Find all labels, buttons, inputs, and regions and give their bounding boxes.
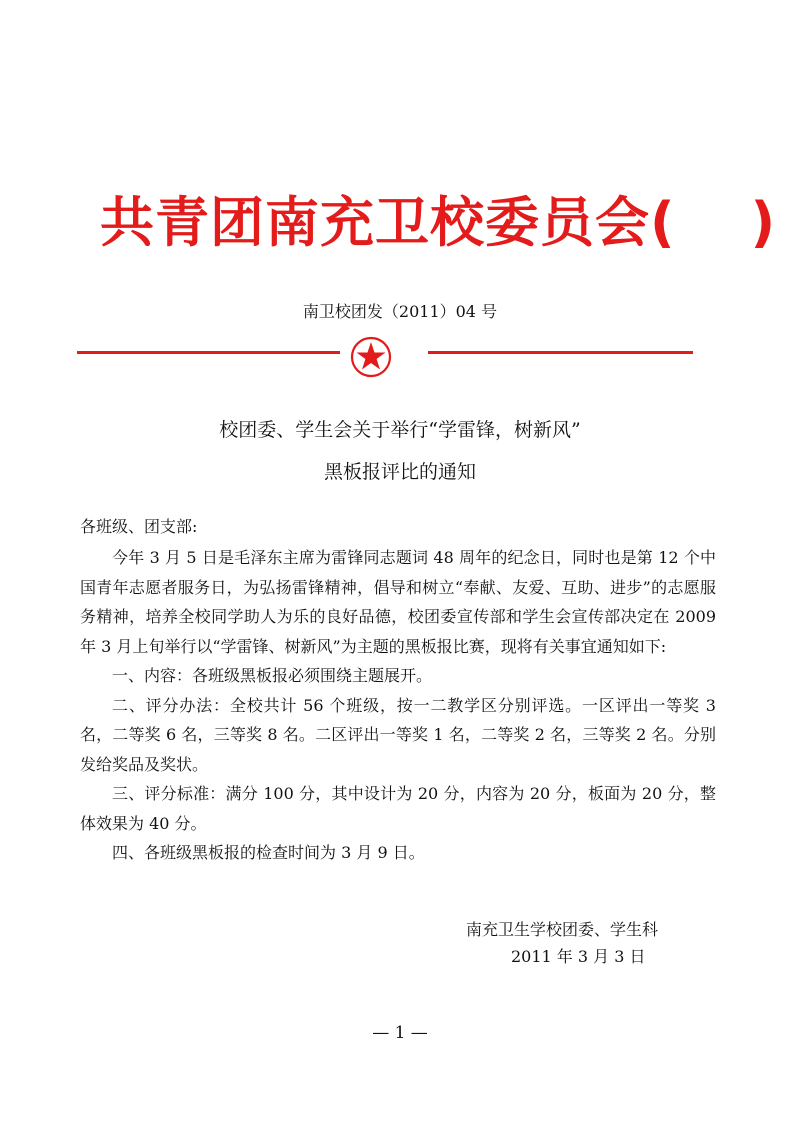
issue-date: 2011 年 3 月 3 日 bbox=[511, 947, 646, 966]
red-divider-left bbox=[77, 351, 340, 354]
signature: 南充卫生学校团委、学生科 bbox=[466, 920, 659, 939]
paragraph-scoring-method: 二、评分办法：全校共计 56 个班级，按一二教学区分别评选。一区评出一等奖 3 名，二等奖 6 名，三等奖 8 名。二区评出一等奖 1 名，二等奖 2 名，三等奖 2 名。分别发给奖品及奖状。 bbox=[80, 695, 716, 774]
paragraph-scoring-standard: 三、评分标准：满分 100 分，其中设计为 20 分，内容为 20 分，板面为 20 分，整体效果为 40 分。 bbox=[80, 784, 716, 833]
paragraph-content: 一、内容：各班级黑板报必须围绕主题展开。 bbox=[112, 666, 433, 685]
document-number: 南卫校团发（2011）04 号 bbox=[302, 302, 498, 321]
letterhead-title: 共青团南充卫校委员会( ) bbox=[100, 191, 777, 254]
notice-title-line1: 校团委、学生会关于举行“学雷锋，树新风” bbox=[219, 419, 581, 441]
paragraph-intro: 今年 3 月 5 日是毛泽东主席为雷锋同志题词 48 周年的纪念日，同时也是第 12 个中国青年志愿者服务日，为弘扬雷锋精神，倡导和树立“奉献、友爱、互助、进步”的志愿服务精神，培养全校同学助人为乐的良好品德，校团委宣传部和学生会宣传部决定在 2009 年 3 月上旬举行以“学雷锋、树新风”为主题的黑板报比赛，现将有关事宜通知如下: bbox=[80, 548, 716, 656]
notice-body bbox=[80, 543, 716, 868]
paragraph-inspection-time: 四、各班级黑板报的检查时间为 3 月 9 日。 bbox=[112, 843, 425, 862]
red-star-icon bbox=[350, 336, 392, 378]
salutation: 各班级、团支部: bbox=[80, 517, 198, 536]
page-number: — 1 — bbox=[372, 1023, 428, 1043]
red-divider-right bbox=[428, 351, 693, 354]
notice-title-line2: 黑板报评比的通知 bbox=[323, 461, 476, 483]
